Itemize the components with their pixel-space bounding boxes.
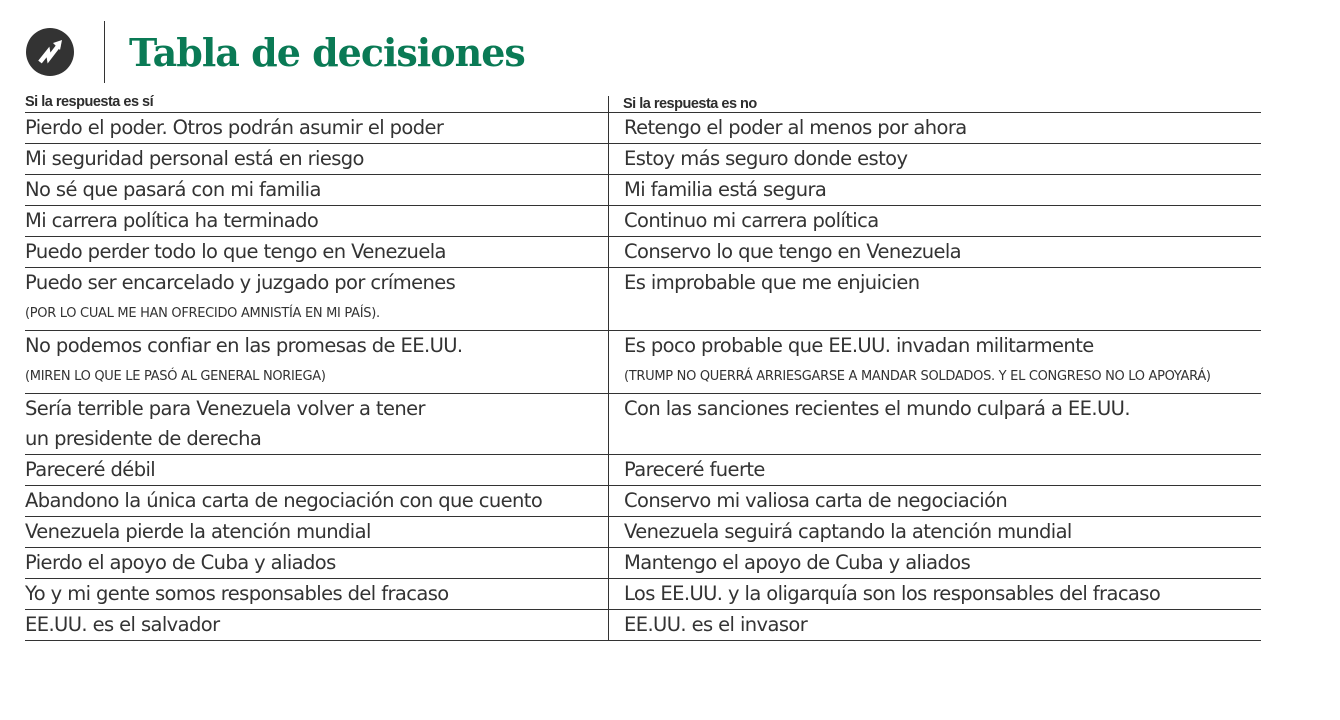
cell-text: Es improbable que me enjuicien	[624, 271, 920, 294]
table-row	[25, 237, 1261, 268]
cell-no	[608, 144, 1260, 174]
table-row	[25, 331, 1261, 394]
cell-yes	[25, 331, 608, 393]
cell-text: Mi seguridad personal está en riesgo	[25, 147, 364, 170]
cell-text: Pareceré fuerte	[624, 458, 765, 481]
cell-yes	[25, 455, 608, 485]
cell-text: Pareceré débil	[25, 458, 156, 481]
column-header-no: Si la respuesta es no	[608, 96, 1260, 112]
cell-text: Mantengo el apoyo de Cuba y aliados	[624, 551, 971, 574]
cell-text: Con las sanciones recientes el mundo culpará a EE.UU.	[624, 397, 1130, 420]
cell-yes	[25, 394, 608, 454]
cell-text: Puedo perder todo lo que tengo en Venezuela	[25, 240, 446, 263]
cell-note: (POR LO CUAL ME HAN OFRECIDO AMNISTÍA EN MI PAÍS).	[25, 306, 380, 321]
cell-no	[608, 517, 1260, 547]
column-header-yes: Si la respuesta es sí	[25, 94, 154, 110]
table-header	[25, 90, 1261, 113]
table-row	[25, 455, 1261, 486]
cell-yes	[25, 144, 608, 174]
cell-note: (TRUMP NO QUERRÁ ARRIESGARSE A MANDAR SOLDADOS. Y EL CONGRESO NO LO APOYARÁ)	[624, 369, 1211, 384]
cell-text: Mi carrera política ha terminado	[25, 209, 319, 232]
cell-no	[608, 548, 1260, 578]
cell-yes	[25, 610, 608, 640]
cell-no	[608, 455, 1260, 485]
page-title: Tabla de decisiones	[129, 29, 525, 75]
header	[26, 20, 525, 84]
cell-yes	[25, 517, 608, 547]
cell-yes	[25, 579, 608, 609]
cell-text-line2: un presidente de derecha	[25, 427, 262, 450]
cell-no	[608, 486, 1260, 516]
cell-yes	[25, 237, 608, 267]
cell-text: Venezuela seguirá captando la atención mundial	[624, 520, 1072, 543]
cell-text: Conservo lo que tengo en Venezuela	[624, 240, 962, 263]
cell-text: Mi familia está segura	[624, 178, 827, 201]
cell-yes	[25, 175, 608, 205]
cell-no	[608, 610, 1260, 640]
table-row	[25, 144, 1261, 175]
cell-no	[608, 175, 1260, 205]
cell-text: Puedo ser encarcelado y juzgado por crímenes	[25, 271, 456, 294]
cell-text: Abandono la única carta de negociación con que cuento	[25, 489, 543, 512]
cell-text: Conservo mi valiosa carta de negociación	[624, 489, 1008, 512]
cell-text: Pierdo el poder. Otros podrán asumir el poder	[25, 116, 444, 139]
table-row	[25, 610, 1261, 641]
cell-text: Pierdo el apoyo de Cuba y aliados	[25, 551, 336, 574]
cell-text: Los EE.UU. y la oligarquía son los responsables del fracaso	[624, 582, 1161, 605]
cell-text: EE.UU. es el salvador	[25, 613, 220, 636]
trend-arrow-icon	[26, 28, 74, 76]
table-row	[25, 394, 1261, 455]
table-row	[25, 548, 1261, 579]
cell-text: Retengo el poder al menos por ahora	[624, 116, 967, 139]
cell-text: Sería terrible para Venezuela volver a tener	[25, 397, 425, 420]
cell-text: Continuo mi carrera política	[624, 209, 879, 232]
header-divider	[104, 21, 105, 83]
cell-no	[608, 206, 1260, 236]
cell-yes	[25, 206, 608, 236]
cell-no	[608, 237, 1260, 267]
table-row	[25, 486, 1261, 517]
cell-text: Es poco probable que EE.UU. invadan militarmente	[624, 334, 1094, 357]
cell-text: EE.UU. es el invasor	[624, 613, 808, 636]
cell-no	[608, 113, 1260, 143]
cell-yes	[25, 548, 608, 578]
cell-text: Yo y mi gente somos responsables del fracaso	[25, 582, 449, 605]
table-row	[25, 579, 1261, 610]
cell-text: Estoy más seguro donde estoy	[624, 147, 908, 170]
cell-text: No podemos confiar en las promesas de EE.UU.	[25, 334, 463, 357]
cell-no	[608, 579, 1260, 609]
table-row	[25, 113, 1261, 144]
cell-yes	[25, 486, 608, 516]
cell-no	[608, 394, 1260, 454]
table-row	[25, 268, 1261, 331]
table-row	[25, 206, 1261, 237]
cell-yes	[25, 113, 608, 143]
cell-no	[608, 268, 1260, 330]
cell-yes	[25, 268, 608, 330]
cell-note: (MIREN LO QUE LE PASÓ AL GENERAL NORIEGA)	[25, 369, 326, 384]
decision-table	[25, 90, 1261, 641]
cell-text: Venezuela pierde la atención mundial	[25, 520, 371, 543]
cell-text: No sé que pasará con mi familia	[25, 178, 321, 201]
table-row	[25, 175, 1261, 206]
table-row	[25, 517, 1261, 548]
cell-no	[608, 331, 1260, 393]
